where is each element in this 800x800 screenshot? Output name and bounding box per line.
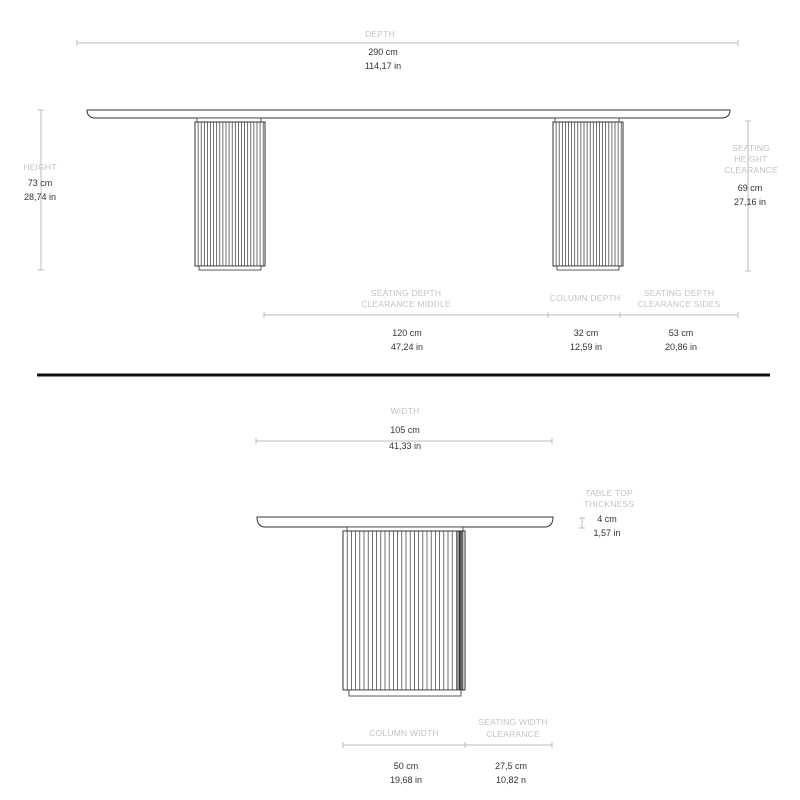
seating-width-label-1: SEATING WIDTH xyxy=(478,717,548,727)
right-column xyxy=(553,122,623,266)
seating-depth-middle-in: 47,24 in xyxy=(390,342,424,352)
depth-label: DEPTH xyxy=(365,29,395,39)
seating-depth-sides-label-1: SEATING DEPTH xyxy=(643,288,715,298)
table-top-thickness-cm: 4 cm xyxy=(597,514,617,524)
left-column xyxy=(195,122,265,266)
seating-depth-sides-cm: 53 cm xyxy=(668,328,694,338)
height-cm: 73 cm xyxy=(27,178,53,188)
side-leg-cap xyxy=(347,527,463,531)
column-width-in: 19,68 in xyxy=(389,775,423,785)
seating-depth-middle-label-1: SEATING DEPTH xyxy=(370,288,442,298)
seating-height-cm: 69 cm xyxy=(737,183,763,193)
column-depth-cm: 32 cm xyxy=(573,328,599,338)
depth-cm: 290 cm xyxy=(368,47,398,57)
table-top-front xyxy=(87,110,730,118)
table-top-thickness-in: 1,57 in xyxy=(593,528,621,538)
column-depth-label: COLUMN DEPTH xyxy=(549,293,621,303)
table-top-side xyxy=(257,517,553,527)
seating-height-in: 27,16 in xyxy=(733,197,767,207)
table-top-thickness-label-2: THICKNESS xyxy=(583,499,635,509)
column-depth-in: 12,59 in xyxy=(569,342,603,352)
column-width-cm: 50 cm xyxy=(393,761,419,771)
width-cm: 105 cm xyxy=(390,425,420,435)
side-column-outline xyxy=(343,531,465,690)
height-in: 28,74 in xyxy=(23,192,57,202)
column-width-label: COLUMN WIDTH xyxy=(369,728,439,738)
depth-in: 114,17 in xyxy=(364,61,402,71)
seating-width-cm: 27,5 cm xyxy=(494,761,528,771)
seating-depth-sides-in: 20,86 in xyxy=(664,342,698,352)
left-column-outline xyxy=(195,122,265,266)
table-top-thickness-label-1: TABLE TOP xyxy=(585,488,633,498)
seating-depth-sides-label-2: CLEARANCE SIDES xyxy=(637,299,721,309)
seating-width-in: 10,82 n xyxy=(495,775,527,785)
height-label: HEIGHT xyxy=(23,162,57,172)
seating-height-label-2: HEIGHT xyxy=(734,154,768,164)
side-column xyxy=(343,531,465,690)
width-label: WIDTH xyxy=(390,406,420,416)
seating-height-label-3: CLEARANCE xyxy=(724,165,778,175)
seating-depth-middle-cm: 120 cm xyxy=(392,328,422,338)
right-leg-cap xyxy=(555,118,619,122)
right-column-base xyxy=(557,266,619,270)
side-column-base xyxy=(349,690,461,696)
width-in: 41,33 in xyxy=(388,441,422,451)
right-column-outline xyxy=(553,122,623,266)
seating-height-label-1: SEATING xyxy=(731,143,771,153)
left-leg-cap xyxy=(197,118,261,122)
left-column-base xyxy=(199,266,261,270)
seating-depth-middle-label-2: CLEARANCE MIDDLE xyxy=(361,299,451,309)
seating-width-label-2: CLEARANCE xyxy=(486,729,540,739)
